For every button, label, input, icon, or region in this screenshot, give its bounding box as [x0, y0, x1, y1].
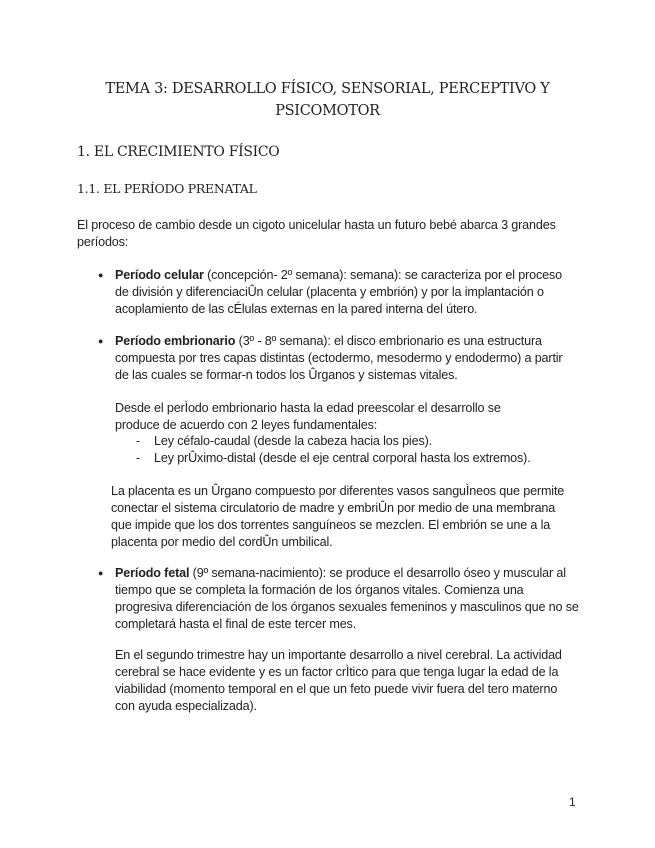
law-item: Ley céfalo-caudal (desde la cabeza hacia los pies).: [154, 434, 432, 448]
bullet-fetal: [115, 565, 580, 633]
bullet-embrionario-text: (3º - 8º semana): el disco embrionario es una estructura compuesta por tres capas distintas (ectodermo, mesodermo y endodermo) a partir de las cuales se formar-n todos los Ûrganos y sistemas vitales.: [115, 334, 563, 382]
bullet-fetal-label: Período fetal: [115, 566, 190, 580]
subsection-heading: 1.1. EL PERÍODO PRENATAL: [77, 181, 257, 196]
document-title-line-2: PSICOMOTOR: [275, 103, 380, 119]
placenta-paragraph: La placenta es un Ûrgano compuesto por diferentes vasos sanguÌneos que permite conectar el sistema circulatorio de madre y embriÛn por medio de una membrana que impide que los dos torrentes sanguíneos se mezclen. El embrión se une a la placenta por medio del cordÛn umbilical.: [111, 484, 565, 549]
law-item: Ley prÛximo-distal (desde el eje central corporal hasta los extremos).: [154, 451, 531, 465]
bullet-celular-text: (concepción- 2º semana): semana): se caracteriza por el proceso de división y diferenciaciÛn celular (placenta y embrión) y por la implantación o acoplamiento de las cÉlulas externas en la pared interna del útero.: [115, 268, 563, 316]
bullet-embrionario: [115, 333, 573, 384]
bullet-celular-label: Período celular: [115, 268, 204, 282]
bullet-fetal-text: (9º semana-nacimiento): se produce el desarrollo óseo y muscular al tiempo que se completa la formación de los órganos vitales. Comienza una progresiva diferenciación de los órganos sexuales femeninos y masculinos que no se completará hasta el final de este tercer mes.: [115, 566, 579, 631]
dash-icon: -: [136, 434, 141, 448]
bullet-icon: ●: [98, 270, 104, 280]
bullet-celular: [115, 267, 565, 318]
section-heading: 1. EL CRECIMIENTO FÍSICO: [77, 144, 280, 160]
bullet-embrionario-label: Período embrionario: [115, 334, 236, 348]
bullet-icon: ●: [98, 336, 104, 346]
document-title-line-1: TEMA 3: DESARROLLO FÍSICO, SENSORIAL, PERCEPTIVO Y: [105, 81, 550, 97]
dash-icon: -: [136, 451, 141, 465]
page-number: 1: [569, 795, 576, 809]
intro-paragraph: El proceso de cambio desde un cigoto unicelular hasta un futuro bebé abarca 3 grandes períodos:: [77, 218, 556, 249]
embryo-note-paragraph: Desde el perÌodo embrionario hasta la edad preescolar el desarrollo se produce de acuerdo con 2 leyes fundamentales:: [115, 401, 501, 432]
trimester-paragraph: En el segundo trimestre hay un importante desarrollo a nivel cerebral. La actividad cerebral se hace evidente y es un factor crÌtico para que tenga lugar la edad de la viabilidad (momento temporal en el que un feto puede vivir fuera del tero materno con ayuda especializada).: [115, 648, 562, 713]
bullet-icon: ●: [98, 568, 104, 578]
